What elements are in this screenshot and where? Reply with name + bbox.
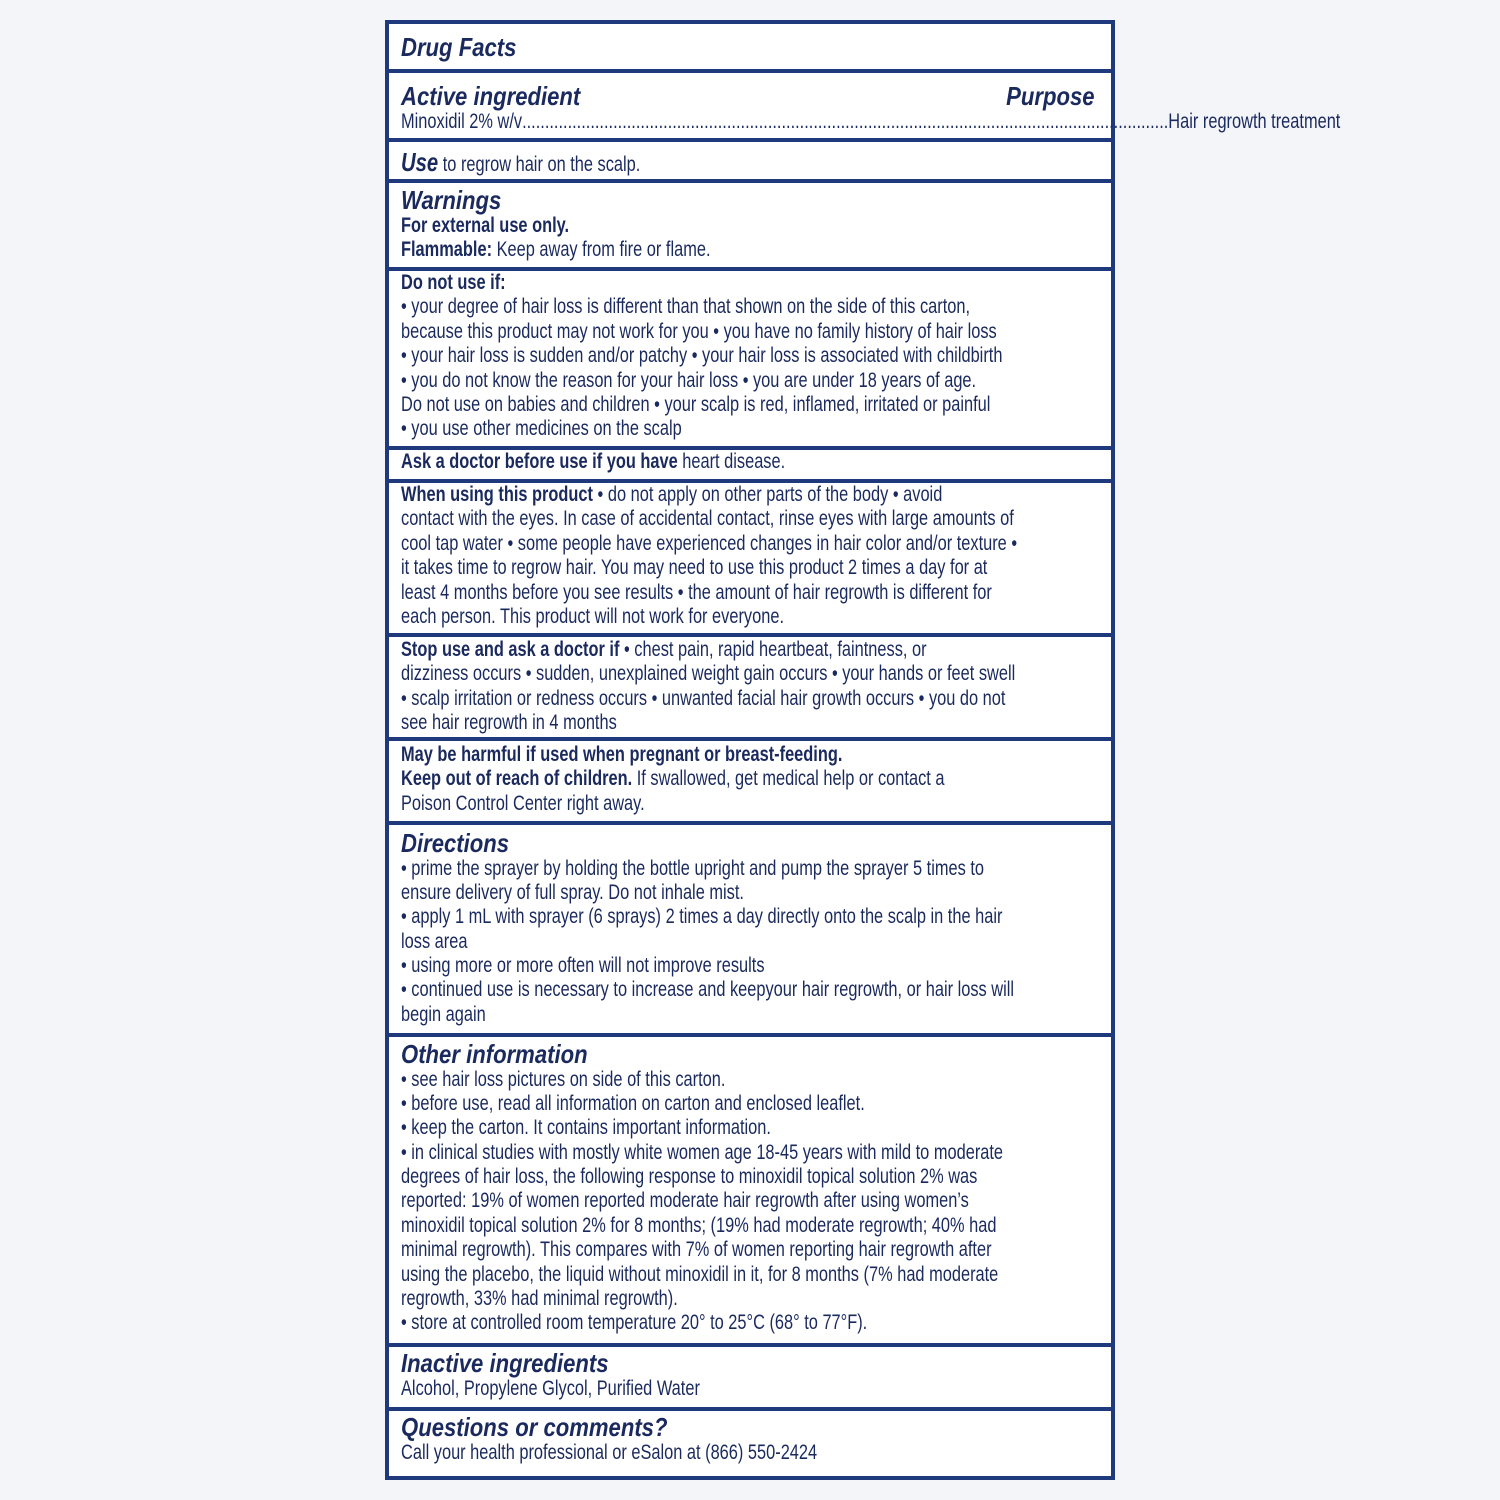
text-line [401, 369, 1095, 393]
section-divider [385, 138, 1115, 142]
text-line [401, 1068, 1095, 1092]
text-line [401, 450, 1095, 474]
line-text: • you use other medicines on the scalp [401, 417, 682, 441]
text-line [401, 638, 1095, 662]
text-line [401, 1311, 1095, 1335]
line-text: Poison Control Center right away. [401, 791, 645, 815]
line-text: least 4 months before you see results • the amount of hair regrowth is different for [401, 580, 992, 604]
inactive-ingredients-heading: Inactive ingredients [401, 1347, 609, 1378]
line-text: ensure delivery of full spray. Do not inhale mist. [401, 880, 744, 904]
line-text: • your degree of hair loss is different than that shown on the side of this carton, [401, 295, 971, 319]
inactive-ingredients-section [401, 1347, 1095, 1401]
text-line [401, 556, 1095, 580]
text-line [401, 687, 1095, 711]
line-text: reported: 19% of women reported moderate hair regrowth after using women’s [401, 1189, 969, 1213]
line-text: • continued use is necessary to increase and keepyour hair regrowth, or hair loss will [401, 978, 1015, 1002]
line-text: minimal regrowth). This compares with 7% of women reporting hair regrowth after [401, 1238, 992, 1262]
line-text: minoxidil topical solution 2% for 8 months; (19% had moderate regrowth; 40% had [401, 1213, 997, 1237]
text-line [401, 483, 1095, 507]
ingredient-purpose: Hair regrowth treatment [1168, 109, 1341, 133]
text-line [401, 344, 1095, 368]
line-text: see hair regrowth in 4 months [401, 711, 617, 735]
bold-lead: Ask a doctor before use if you have [401, 450, 678, 473]
line-text: • your hair loss is sudden and/or patchy • your hair loss is associated with childbirth [401, 344, 1003, 368]
page-title: Drug Facts [401, 32, 517, 62]
questions-section [401, 1411, 1095, 1465]
text-line [401, 581, 1095, 605]
section-divider [385, 69, 1115, 73]
section-divider [385, 479, 1115, 483]
section-divider [385, 1343, 1115, 1347]
text-line [401, 792, 1095, 816]
line-text: degrees of hair loss, the following response to minoxidil topical solution 2% was [401, 1165, 978, 1189]
section-divider [385, 737, 1115, 741]
section-divider [385, 446, 1115, 450]
active-heading-row [401, 80, 1095, 111]
warnings-section [401, 183, 1095, 262]
questions-heading: Questions or comments? [401, 1411, 668, 1442]
line-text: • using more or more often will not improve results [401, 954, 765, 978]
ask-doctor-section [401, 450, 1095, 474]
text-line [401, 1189, 1095, 1213]
line-text: • you do not know the reason for your hair loss • you are under 18 years of age. [401, 368, 977, 392]
line-text: it takes time to regrow hair. You may need to use this product 2 times a day for at [401, 556, 988, 580]
text-line [401, 711, 1095, 735]
line-text: begin again [401, 1002, 486, 1026]
text-line [401, 1141, 1095, 1165]
line-text: • apply 1 mL with sprayer (6 sprays) 2 times a day directly onto the scalp in the hair [401, 905, 1003, 929]
text-line [401, 1263, 1095, 1287]
when-using-section [401, 483, 1095, 629]
line-text: • scalp irritation or redness occurs • unwanted facial hair growth occurs • you do not [401, 686, 1006, 710]
section-divider [385, 1033, 1115, 1037]
text-line [401, 320, 1095, 344]
line-text: heart disease. [677, 450, 786, 473]
line-text: • do not apply on other parts of the body • avoid [593, 483, 943, 506]
text-line [401, 295, 1095, 319]
text-line [401, 605, 1095, 629]
active-ingredient-heading: Active ingredient [401, 80, 581, 111]
line-text: contact with the eyes. In case of accidental contact, rinse eyes with large amounts of [401, 507, 1014, 531]
text-line [401, 1214, 1095, 1238]
other-information-section [401, 1037, 1095, 1336]
use-section [401, 142, 1095, 176]
text-line [401, 1116, 1095, 1140]
pregnancy-children-section [401, 741, 1095, 816]
text-line [401, 507, 1095, 531]
text-line [401, 743, 1095, 767]
directions-heading: Directions [401, 827, 510, 858]
line-text: • store at controlled room temperature 20° to 25°C (68° to 77°F). [401, 1311, 868, 1335]
directions-section [401, 825, 1095, 1027]
text-line [401, 1165, 1095, 1189]
text-line [401, 1441, 1095, 1465]
ingredient-name: Minoxidil 2% w/v [401, 109, 523, 133]
line-text: Alcohol, Propylene Glycol, Purified Water [401, 1376, 700, 1400]
text-line [401, 767, 1095, 791]
text-line [401, 271, 1095, 295]
text-line [401, 1287, 1095, 1311]
text-line [401, 905, 1095, 929]
line-text: dizziness occurs • sudden, unexplained weight gain occurs • your hands or feet swell [401, 662, 1016, 686]
bold-lead: Flammable: [401, 237, 493, 261]
warnings-heading: Warnings [401, 184, 502, 215]
text-line [401, 930, 1095, 954]
line-text: regrowth, 33% had minimal regrowth). [401, 1287, 678, 1311]
text-line [401, 1238, 1095, 1262]
text-line [401, 1003, 1095, 1027]
bold-lead: Keep out of reach of children. [401, 767, 633, 791]
section-divider [385, 1407, 1115, 1411]
text-line [401, 1092, 1095, 1116]
line-text: using the placebo, the liquid without minoxidil in it, for 8 months (7% had moderate [401, 1262, 999, 1286]
use-line [401, 148, 1095, 176]
text-line [401, 214, 1095, 238]
line-text: cool tap water • some people have experienced changes in hair color and/or texture • [401, 531, 1018, 555]
text-line [401, 393, 1095, 417]
text-line [401, 978, 1095, 1002]
use-text: to regrow hair on the scalp. [438, 153, 641, 176]
bold-lead: Stop use and ask a doctor if [401, 638, 620, 661]
line-text: • see hair loss pictures on side of this carton. [401, 1067, 726, 1091]
text-line [401, 662, 1095, 686]
section-divider [385, 179, 1115, 183]
line-text: Keep away from fire or flame. [492, 237, 711, 261]
drug-facts-title-section [401, 24, 1095, 61]
bold-lead: May be harmful if used when pregnant or breast-feeding. [401, 743, 843, 766]
section-divider [385, 267, 1115, 271]
purpose-heading: Purpose [1006, 80, 1095, 111]
line-text: If swallowed, get medical help or contact a [632, 767, 945, 791]
text-line [401, 532, 1095, 556]
line-text: Do not use on babies and children • your scalp is red, inflamed, irritated or painful [401, 392, 991, 416]
bold-lead: For external use only. [401, 213, 570, 237]
active-ingredient-section [401, 73, 1341, 134]
line-text: • keep the carton. It contains important information. [401, 1116, 771, 1140]
line-text: • prime the sprayer by holding the bottle upright and pump the sprayer 5 times to [401, 856, 985, 880]
bold-lead: Do not use if: [401, 271, 506, 294]
stop-use-section [401, 637, 1095, 736]
line-text: • chest pain, rapid heartbeat, faintness, or [619, 638, 927, 661]
section-divider [385, 821, 1115, 825]
line-text: • before use, read all information on carton and enclosed leaflet. [401, 1091, 865, 1115]
text-line [401, 417, 1095, 441]
text-line [401, 1377, 1095, 1401]
other-information-heading: Other information [401, 1038, 588, 1069]
text-line [401, 857, 1095, 881]
use-heading: Use [401, 147, 439, 177]
text-line [401, 954, 1095, 978]
line-text: because this product may not work for you • you have no family history of hair loss [401, 319, 997, 343]
bold-lead: When using this product [401, 483, 594, 506]
active-ingredient-row [401, 109, 1341, 134]
section-divider [385, 633, 1115, 637]
line-text: • in clinical studies with mostly white women age 18-45 years with mild to moderate [401, 1140, 1004, 1164]
line-text: each person. This product will not work for everyone. [401, 604, 785, 628]
dot-leader: .............................................................................................................................................. [522, 109, 1169, 133]
text-line [401, 881, 1095, 905]
text-line [401, 238, 1095, 262]
line-text: Call your health professional or eSalon at (866) 550-2424 [401, 1440, 818, 1464]
do-not-use-section [401, 271, 1095, 442]
line-text: loss area [401, 929, 468, 953]
